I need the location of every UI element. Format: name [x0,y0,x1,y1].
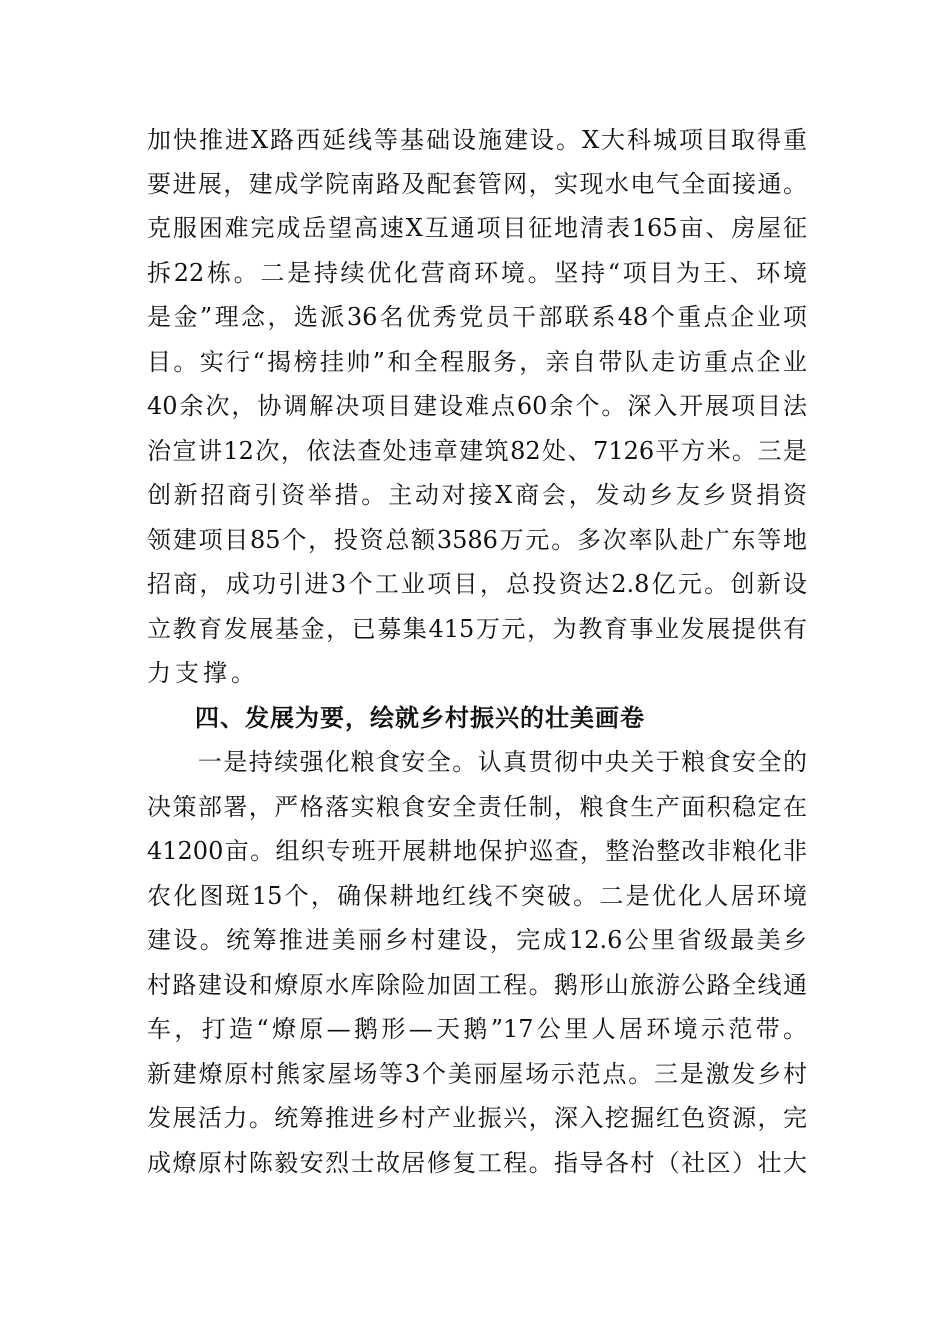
body-text-line: 领建项目85个，投资总额3586万元。多次率队赴广东等地 [147,526,807,554]
body-text-line: 是金”理念，选派36名优秀党员干部联系48个重点企业项 [147,303,807,331]
section-heading: 四、发展为要，绘就乡村振兴的壮美画卷 [195,704,645,732]
body-text-line: 目。实行“揭榜挂帅”和全程服务，亲自带队走访重点企业 [147,348,807,376]
body-text-line: 克服困难完成岳望高速X互通项目征地清表165亩、房屋征 [147,214,807,242]
body-text-line: 决策部署，严格落实粮食安全责任制，粮食生产面积稳定在 [147,793,807,821]
body-text-line: 40余次，协调解决项目建设难点60余个。深入开展项目法 [147,392,807,420]
body-text-line: 车，打造“燎原—鹅形—天鹅”17公里人居环境示范带。 [147,1015,807,1043]
body-text-line: 一是持续强化粮食安全。认真贯彻中央关于粮食安全的 [147,748,807,776]
body-text-line: 建设。统筹推进美丽乡村建设，完成12.6公里省级最美乡 [147,926,807,954]
body-text-line: 立教育发展基金，已募集415万元，为教育事业发展提供有 [147,615,807,643]
body-text-line: 新建燎原村熊家屋场等3个美丽屋场示范点。三是激发乡村 [147,1060,807,1088]
body-text-line: 力支撑。 [147,659,259,687]
body-text-line: 拆22栋。二是持续优化营商环境。坚持“项目为王、环境 [147,259,807,287]
body-text-line: 治宣讲12次，依法查处违章建筑82处、7126平方米。三是 [147,437,807,465]
body-text-line: 农化图斑15个，确保耕地红线不突破。二是优化人居环境 [147,882,807,910]
body-text-line: 发展活力。统筹推进乡村产业振兴，深入挖掘红色资源，完 [147,1104,807,1132]
body-text-line: 成燎原村陈毅安烈士故居修复工程。指导各村（社区）壮大 [147,1149,807,1177]
body-text-line: 创新招商引资举措。主动对接X商会，发动乡友乡贤捐资 [147,481,807,509]
body-text-line: 要进展，建成学院南路及配套管网，实现水电气全面接通。 [147,170,807,198]
body-text-line: 41200亩。组织专班开展耕地保护巡查，整治整改非粮化非 [147,837,807,865]
body-text-line: 招商，成功引进3个工业项目，总投资达2.8亿元。创新设 [147,570,807,598]
body-text-line: 加快推进X路西延线等基础设施建设。X大科城项目取得重 [147,126,807,154]
body-text-line: 村路建设和燎原水库除险加固工程。鹅形山旅游公路全线通 [147,971,807,999]
